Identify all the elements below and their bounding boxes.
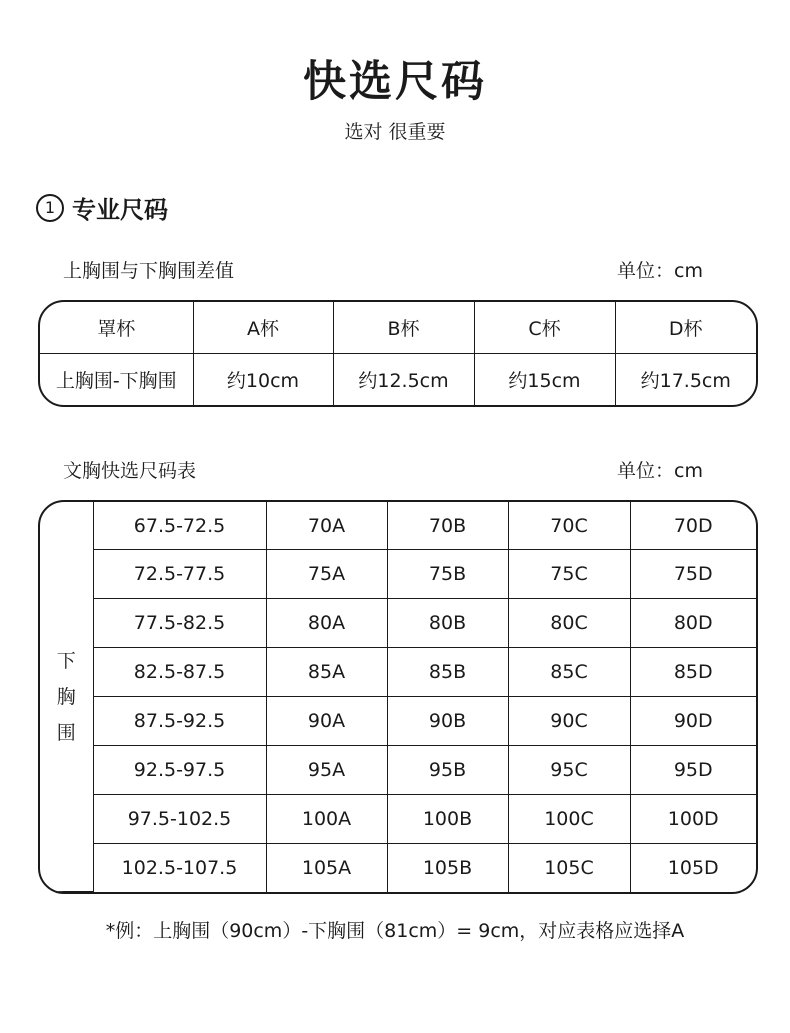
value-cell: 约12.5cm xyxy=(333,354,474,406)
size-cell: 105B xyxy=(387,844,508,892)
page-title: 快选尺码 xyxy=(303,57,487,107)
range-cell: 92.5-97.5 xyxy=(93,746,266,795)
cup-table-caption: 上胸围与下胸围差值 xyxy=(63,260,235,282)
size-cell: 100D xyxy=(630,795,756,844)
range-cell: 87.5-92.5 xyxy=(93,697,266,746)
range-cell: 102.5-107.5 xyxy=(93,844,266,892)
header-cell: C杯 xyxy=(474,302,615,354)
size-cell: 70C xyxy=(508,502,630,550)
header-cell: A杯 xyxy=(193,302,333,354)
size-cell: 75D xyxy=(630,550,756,599)
section-label: 专业尺码 xyxy=(72,196,168,224)
size-cell: 90B xyxy=(387,697,508,746)
table-row xyxy=(40,502,756,550)
size-cell: 70A xyxy=(266,502,387,550)
value-cell: 约15cm xyxy=(474,354,615,406)
range-cell: 77.5-82.5 xyxy=(93,599,266,648)
size-cell: 80A xyxy=(266,599,387,648)
table-row xyxy=(40,354,756,406)
row-label-cell: 上胸围-下胸围 xyxy=(40,354,193,406)
size-cell: 95A xyxy=(266,746,387,795)
size-cell: 100C xyxy=(508,795,630,844)
size-cell: 75A xyxy=(266,550,387,599)
range-cell: 72.5-77.5 xyxy=(93,550,266,599)
size-cell: 90A xyxy=(266,697,387,746)
size-cell: 80C xyxy=(508,599,630,648)
cup-difference-table xyxy=(38,300,758,407)
table-row xyxy=(40,550,756,599)
circled-number: 1 xyxy=(36,194,64,222)
range-cell: 82.5-87.5 xyxy=(93,648,266,697)
size-cell: 85B xyxy=(387,648,508,697)
header-cell: D杯 xyxy=(615,302,756,354)
value-cell: 约10cm xyxy=(193,354,333,406)
value-cell: 约17.5cm xyxy=(615,354,756,406)
size-cell: 90D xyxy=(630,697,756,746)
table-row xyxy=(40,697,756,746)
size-cell: 100A xyxy=(266,795,387,844)
size-cell: 85D xyxy=(630,648,756,697)
page-subtitle: 选对 很重要 xyxy=(344,121,446,143)
cup-table-unit: 单位：cm xyxy=(617,260,703,282)
size-cell: 105D xyxy=(630,844,756,892)
size-cell: 75C xyxy=(508,550,630,599)
section-heading xyxy=(36,190,168,225)
size-cell: 80B xyxy=(387,599,508,648)
header-cell: 罩杯 xyxy=(40,302,193,354)
size-table-caption: 文胸快选尺码表 xyxy=(63,460,197,482)
table-header-row xyxy=(40,302,756,354)
table-row xyxy=(40,599,756,648)
size-cell: 70D xyxy=(630,502,756,550)
size-cell: 90C xyxy=(508,697,630,746)
size-cell: 105C xyxy=(508,844,630,892)
size-cell: 80D xyxy=(630,599,756,648)
table-row xyxy=(40,648,756,697)
size-cell: 95B xyxy=(387,746,508,795)
size-cell: 100B xyxy=(387,795,508,844)
table-row xyxy=(40,746,756,795)
size-cell: 75B xyxy=(387,550,508,599)
size-cell: 85C xyxy=(508,648,630,697)
size-cell: 95D xyxy=(630,746,756,795)
table-row xyxy=(40,795,756,844)
example-note: *例：上胸围（90cm）-下胸围（81cm）= 9cm，对应表格应选择A xyxy=(105,920,685,942)
size-table-unit: 单位：cm xyxy=(617,460,703,482)
size-cell: 70B xyxy=(387,502,508,550)
header-cell: B杯 xyxy=(333,302,474,354)
underbust-label: 下 胸 围 xyxy=(40,502,93,892)
size-cell: 85A xyxy=(266,648,387,697)
range-cell: 97.5-102.5 xyxy=(93,795,266,844)
range-cell: 67.5-72.5 xyxy=(93,502,266,550)
size-cell: 95C xyxy=(508,746,630,795)
table-row xyxy=(40,844,756,892)
size-cell: 105A xyxy=(266,844,387,892)
size-chart-table xyxy=(38,500,758,894)
